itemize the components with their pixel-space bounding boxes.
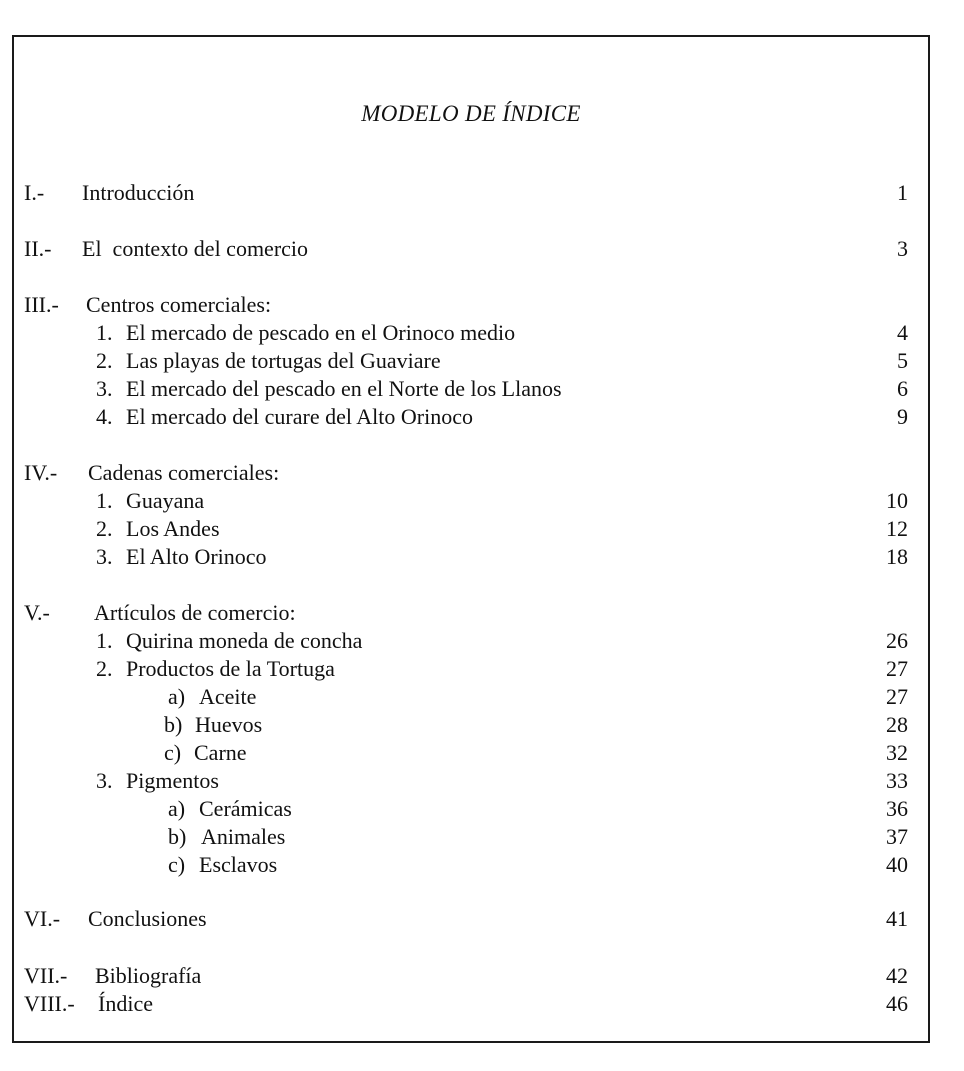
entry-label: Cerámicas bbox=[199, 796, 292, 821]
entry-number: 3. bbox=[96, 768, 113, 793]
index-entry-cadenas bbox=[24, 459, 908, 487]
entry-number: 4. bbox=[96, 404, 113, 429]
entry-page: 3 bbox=[897, 236, 908, 261]
entry-letter: b) bbox=[168, 824, 187, 849]
entry-number: V.- bbox=[24, 600, 50, 625]
entry-number: VI.- bbox=[24, 906, 61, 931]
entry-label: Índice bbox=[98, 991, 153, 1016]
entry-number: IV.- bbox=[24, 460, 58, 485]
index-entry-contexto bbox=[24, 235, 908, 263]
index-entry-introduccion bbox=[24, 179, 908, 207]
entry-number: VIII.- bbox=[24, 991, 75, 1016]
index-subentry bbox=[24, 347, 908, 375]
entry-page: 12 bbox=[886, 516, 908, 541]
entry-label: Bibliografía bbox=[95, 963, 202, 988]
index-subentry bbox=[24, 375, 908, 403]
index-subentry bbox=[24, 319, 908, 347]
entry-page: 10 bbox=[886, 488, 908, 513]
entry-page: 9 bbox=[897, 404, 908, 429]
entry-number: 3. bbox=[96, 376, 113, 401]
entry-label: El mercado del pescado en el Norte de los Llanos bbox=[126, 376, 562, 401]
entry-label: El contexto del comercio bbox=[82, 236, 309, 261]
entry-number: 1. bbox=[96, 488, 113, 513]
entry-page: 40 bbox=[886, 852, 908, 877]
index-entry-articulos bbox=[24, 599, 908, 627]
index-subsubentry bbox=[24, 711, 908, 739]
entry-letter: c) bbox=[168, 852, 186, 877]
index-entry-centros bbox=[24, 291, 908, 319]
entry-label: Pigmentos bbox=[126, 768, 219, 793]
entry-page: 4 bbox=[897, 320, 908, 345]
page-title: MODELO DE ÍNDICE bbox=[361, 101, 581, 126]
entry-label: Productos de la Tortuga bbox=[126, 656, 335, 681]
entry-page: 41 bbox=[886, 906, 908, 931]
entry-number: 1. bbox=[96, 320, 113, 345]
index-entry-indice bbox=[24, 990, 908, 1018]
entry-page: 6 bbox=[897, 376, 908, 401]
entry-page: 42 bbox=[886, 963, 908, 988]
index-subsubentry bbox=[24, 851, 908, 879]
entry-label: Artículos de comercio: bbox=[94, 600, 296, 625]
entry-label: El mercado del curare del Alto Orinoco bbox=[126, 404, 473, 429]
entry-label: El mercado de pescado en el Orinoco medio bbox=[126, 320, 516, 345]
entry-number: I.- bbox=[24, 180, 45, 205]
entry-label: Huevos bbox=[195, 712, 263, 737]
index-subsubentry bbox=[24, 683, 908, 711]
entry-page: 36 bbox=[886, 796, 908, 821]
entry-label: Conclusiones bbox=[88, 906, 207, 931]
index-subentry bbox=[24, 543, 908, 571]
entry-page: 26 bbox=[886, 628, 908, 653]
entry-label: El Alto Orinoco bbox=[126, 544, 267, 569]
entry-letter: a) bbox=[168, 684, 186, 709]
entry-page: 37 bbox=[886, 824, 908, 849]
entry-number: VII.- bbox=[24, 963, 68, 988]
entry-label: Quirina moneda de concha bbox=[126, 628, 363, 653]
entry-label: Carne bbox=[194, 740, 247, 765]
entry-label: Animales bbox=[201, 824, 286, 849]
entry-letter: b) bbox=[164, 712, 183, 737]
entry-number: 3. bbox=[96, 544, 113, 569]
entry-number: 2. bbox=[96, 348, 113, 373]
index-entry-bibliografia bbox=[24, 962, 908, 990]
index-subsubentry bbox=[24, 739, 908, 767]
index-subentry bbox=[24, 655, 908, 683]
entry-page: 27 bbox=[886, 656, 908, 681]
entry-number: 1. bbox=[96, 628, 113, 653]
entry-letter: c) bbox=[164, 740, 182, 765]
entry-number: III.- bbox=[24, 292, 59, 317]
entry-label: Introducción bbox=[82, 180, 195, 205]
entry-label: Los Andes bbox=[126, 516, 220, 541]
index-subentry bbox=[24, 487, 908, 515]
entry-label: Esclavos bbox=[199, 852, 278, 877]
entry-number: 2. bbox=[96, 656, 113, 681]
entry-label: Guayana bbox=[126, 488, 205, 513]
index-subsubentry bbox=[24, 795, 908, 823]
entry-page: 18 bbox=[886, 544, 908, 569]
entry-page: 1 bbox=[897, 180, 908, 205]
entry-number: 2. bbox=[96, 516, 113, 541]
entry-page: 33 bbox=[886, 768, 908, 793]
entry-page: 32 bbox=[886, 740, 908, 765]
index-subentry bbox=[24, 515, 908, 543]
index-entry-conclusiones bbox=[24, 905, 908, 933]
entry-page: 5 bbox=[897, 348, 908, 373]
entry-page: 46 bbox=[886, 991, 908, 1016]
index-subentry bbox=[24, 403, 908, 431]
index-frame bbox=[12, 35, 930, 1043]
index-subentry bbox=[24, 767, 908, 795]
entry-label: Las playas de tortugas del Guaviare bbox=[126, 348, 441, 373]
entry-page: 27 bbox=[886, 684, 908, 709]
entry-page: 28 bbox=[886, 712, 908, 737]
entry-letter: a) bbox=[168, 796, 186, 821]
entry-label: Aceite bbox=[199, 684, 257, 709]
entry-label: Centros comerciales: bbox=[86, 292, 272, 317]
index-subentry bbox=[24, 627, 908, 655]
entry-number: II.- bbox=[24, 236, 52, 261]
index-subsubentry bbox=[24, 823, 908, 851]
entry-label: Cadenas comerciales: bbox=[88, 460, 280, 485]
